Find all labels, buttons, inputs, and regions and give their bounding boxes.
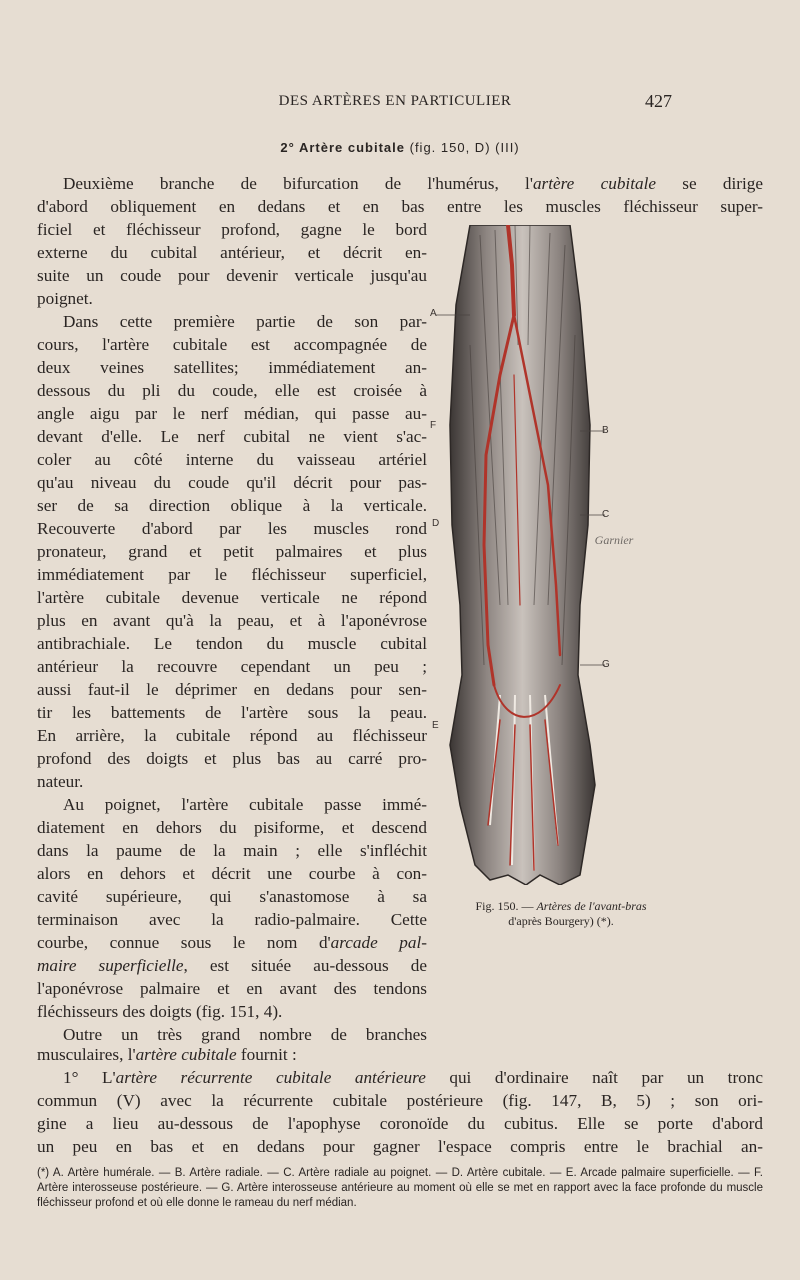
forearm-outline [450, 225, 595, 885]
paragraph-last-line-0 [37, 1043, 763, 1066]
text-line [37, 931, 427, 954]
text-line: tir les battements de l'artère sous la peau. [37, 703, 427, 722]
paragraph-1-line-1 [37, 172, 763, 195]
text-line: externe du cubital antérieur, et décrit en- [37, 243, 427, 262]
text-line: dans la paume de la main ; elle s'infléchit [37, 841, 427, 860]
text-line: cavité supérieure, qui s'anastomose à sa [37, 887, 427, 906]
caption-prefix: Fig. 150. — [475, 899, 537, 913]
text-line: l'artère cubitale devenue verticale ne répond [37, 588, 427, 607]
text-line: un peu en bas et en dedans pour gagner l'espace compris entre le brachial an- [37, 1137, 763, 1156]
text-line: deux veines satellites; immédiatement an- [37, 358, 427, 377]
text-run: se dirige [655, 174, 763, 193]
text-run: , est située au-dessous de [183, 956, 428, 975]
text-line: pronateur, grand et petit palmaires et plus [37, 542, 427, 561]
text-line: alors en dehors et décrit une courbe à con- [37, 864, 427, 883]
page-number: 427 [645, 91, 672, 111]
emphasis-arcade: arcade pal- [330, 933, 427, 952]
library-stamp: Garnier [594, 533, 634, 547]
text-line: cours, l'artère cubitale est accompagnée de [37, 335, 427, 354]
text-line: ser de sa direction oblique à la verticale. [37, 496, 427, 515]
text-line: poignet. [37, 289, 93, 308]
figure-caption [436, 899, 686, 929]
text-line: angle aigu par le nerf médian, qui passe au- [37, 404, 427, 423]
emphasis-artere-cubitale-2: artère cubitale [135, 1045, 237, 1064]
text-line: En arrière, la cubitale répond au fléchisseur [37, 726, 427, 745]
text-line: commun (V) avec la récurrente cubitale postérieure (fig. 147, B, 5) ; son ori- [37, 1091, 763, 1110]
label-g: G [602, 659, 610, 670]
text-line: antérieur la recouvre cependant un peu ; [37, 657, 427, 676]
section-title: Artère cubitale [298, 140, 405, 155]
text-line: fléchisseurs des doigts (fig. 151, 4). [37, 1002, 283, 1021]
column-text [37, 218, 427, 1046]
label-c: C [602, 509, 610, 520]
label-e: E [432, 720, 439, 731]
text-line: Au poignet, l'artère cubitale passe immé- [63, 795, 427, 814]
text-run: fournit : [236, 1045, 297, 1064]
section-heading [0, 140, 800, 155]
text-line: immédiatement par le fléchisseur superficiel, [37, 565, 427, 584]
text-line: profond des doigts et plus bas au carré pro- [37, 749, 427, 768]
text-run: 1° L' [63, 1068, 116, 1087]
text-run: musculaires, l' [37, 1045, 136, 1064]
caption-source: d'après Bourgery) (*). [508, 914, 614, 928]
emphasis-artere-cubitale: artère cubitale [532, 174, 656, 193]
text-line: dessous du pli du coude, elle est croisée à [37, 381, 427, 400]
paragraph-1-line-2: d'abord obliquement en dedans et en bas entre les muscles fléchisseur super- [37, 197, 763, 216]
text-run: Deuxième branche de bifurcation de l'humérus, l' [63, 174, 533, 193]
section-number: 2° [280, 140, 295, 155]
label-d: D [432, 518, 440, 529]
text-line: Outre un très grand nombre de branches [63, 1025, 427, 1044]
text-line [37, 954, 427, 977]
text-line: nateur. [37, 772, 84, 791]
text-line: plus en avant qu'à la peau, et à l'aponévrose [37, 611, 427, 630]
text-line: ficiel et fléchisseur profond, gagne le bord [37, 220, 427, 239]
caption-title: Artères de l'avant-bras [536, 899, 647, 913]
text-line: qu'au niveau du coude qu'il décrit pour pas- [37, 473, 427, 492]
emphasis-arcade-2: maire superficielle [37, 956, 184, 975]
label-a: A [430, 308, 437, 319]
section-figure-ref: (fig. 150, D) (III) [409, 140, 520, 155]
text-line: aussi faut-il le déprimer en dedans pour sen- [37, 680, 427, 699]
text-line: Recouverte d'abord par les muscles rond [37, 519, 427, 538]
text-line: coler au côté interne du vaisseau artériel [37, 450, 427, 469]
text-line: diatement en dehors du pisiforme, et descend [37, 818, 427, 837]
text-line: Dans cette première partie de son par- [63, 312, 427, 331]
text-line: devant d'elle. Le nerf cubital ne vient s'ac- [37, 427, 427, 446]
running-head: DES ARTÈRES EN PARTICULIER [278, 93, 512, 109]
forearm-arteries-illustration [430, 225, 610, 885]
label-f: F [430, 420, 437, 431]
paragraph-recurrent [37, 1066, 763, 1158]
text-line: suite un coude pour devenir verticale jusqu'au [37, 266, 427, 285]
emphasis-recurrente: artère récurrente cubitale antérieure [115, 1068, 426, 1087]
text-line: l'aponévrose palmaire et en avant des tendons [37, 979, 427, 998]
footnote: (*) A. Artère humérale. — B. Artère radiale. — C. Artère radiale au poignet. — D. Artère cubitale. — E. Arcade palmaire superficielle. — F. Artère interosseuse postérieure. — G. Artère interosseuse antérieure au moment où elle se met en rapport avec la face profonde du muscle fléchisseur profond et où elle donne le rameau du nerf médian. [37, 1167, 763, 1209]
anatomical-figure [430, 225, 610, 885]
text-line: terminaison avec la radio-palmaire. Cette [37, 910, 427, 929]
text-line: antibrachiale. Le tendon du muscle cubital [37, 634, 427, 653]
text-run: qui d'ordinaire naît par un tronc [425, 1068, 763, 1087]
text-line: gine a lieu au-dessous de l'apophyse coronoïde du cubitus. Elle se porte d'abord [37, 1114, 763, 1133]
text-run: courbe, connue sous le nom d' [37, 933, 331, 952]
label-b: B [602, 425, 609, 436]
